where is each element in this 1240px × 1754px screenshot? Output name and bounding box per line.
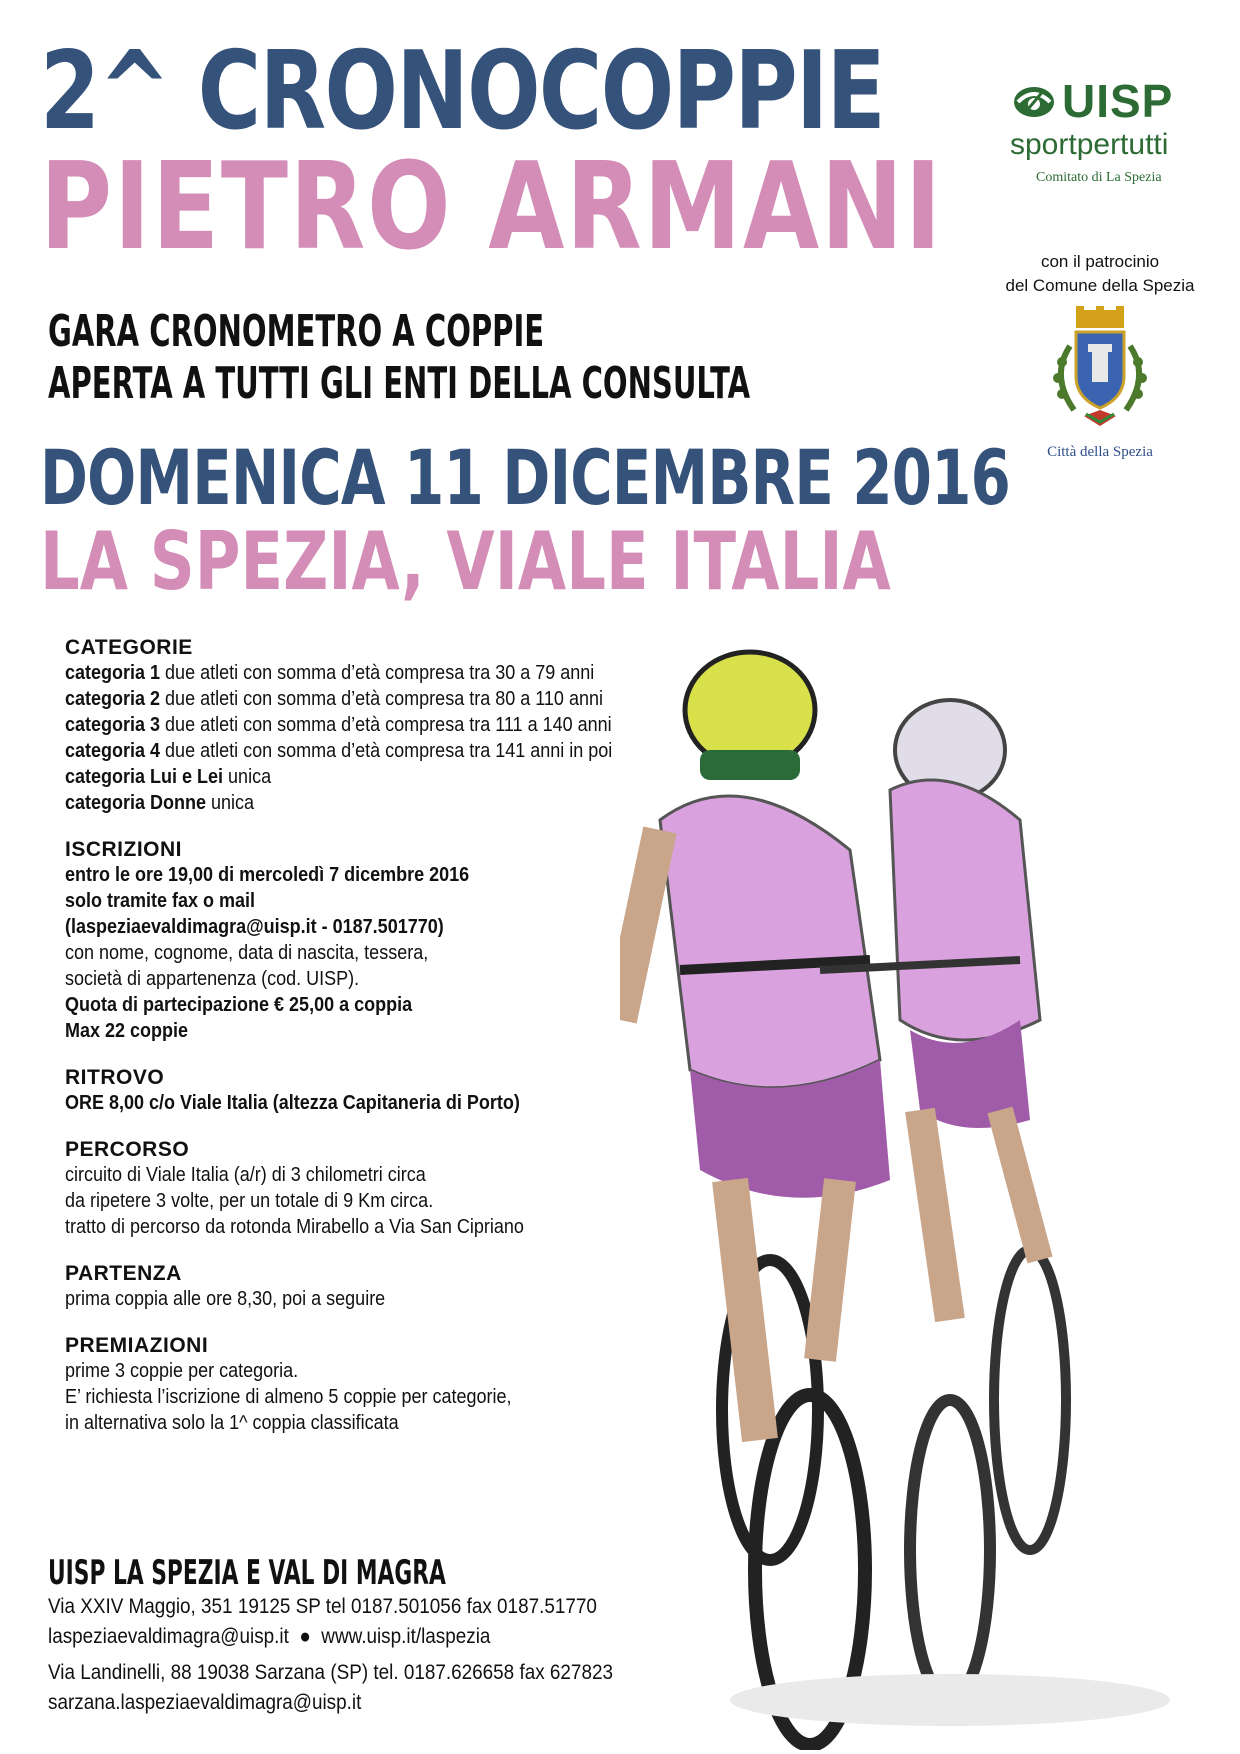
uisp-tagline: sportpertutti [1010, 128, 1169, 161]
section-heading: PERCORSO [65, 1138, 190, 1161]
event-place: LA SPEZIA, VIALE ITALIA [40, 515, 891, 608]
premiazioni-line: E’ richiesta l’iscrizione di almeno 5 coppie per categorie, [65, 1386, 512, 1408]
info-panel [65, 636, 705, 1458]
section-percorso [65, 1138, 705, 1240]
section-heading: PARTENZA [65, 1262, 182, 1285]
percorso-line: tratto di percorso da rotonda Mirabello a Via San Cipriano [65, 1216, 524, 1238]
section-premiazioni [65, 1334, 705, 1436]
patronage-line-1: con il patrocinio [1040, 252, 1160, 271]
patronage-line-2: del Comune della Spezia [1005, 276, 1195, 295]
category-line: categoria Donne unica [65, 792, 255, 814]
partenza-text: prima coppia alle ore 8,30, poi a seguire [65, 1288, 386, 1310]
patronage-text [990, 250, 1210, 298]
premiazioni-line: prime 3 coppie per categoria. [65, 1360, 299, 1382]
title-name: PIETRO ARMANI [40, 138, 944, 277]
iscrizioni-method: solo tramite fax o mail [65, 890, 256, 912]
iscrizioni-deadline: entro le ore 19,00 di mercoledì 7 dicembre 2016 [65, 864, 470, 886]
iscrizioni-fee: Quota di partecipazione € 25,00 a coppia [65, 994, 413, 1016]
title-edition: 2^ CRONOCOPPIE [40, 29, 885, 154]
iscrizioni-contact: (laspeziaevaldimagra@uisp.it - 0187.501770) [65, 916, 444, 938]
section-categorie [65, 636, 705, 816]
category-line: categoria 4 due atleti con somma d’età compresa tra 141 anni in poi [65, 740, 613, 762]
percorso-line: circuito di Viale Italia (a/r) di 3 chilometri circa [65, 1164, 426, 1186]
footer-address: Via XXIV Maggio, 351 19125 SP tel 0187.501056 fax 0187.51770 [48, 1595, 597, 1618]
iscrizioni-details: società di appartenenza (cod. UISP). [65, 968, 360, 990]
uisp-committee: Comitato di La Spezia [1036, 170, 1162, 185]
iscrizioni-max: Max 22 coppie [65, 1020, 189, 1042]
footer-email-link[interactable]: laspeziaevaldimagra@uisp.it [48, 1625, 289, 1648]
subtitle-line-2: APERTA A TUTTI GLI ENTI DELLA CONSULTA [48, 358, 751, 409]
footer-org-name: UISP LA SPEZIA E VAL DI MAGRA [48, 1553, 446, 1593]
section-heading: ISCRIZIONI [65, 838, 183, 861]
event-date: DOMENICA 11 DICEMBRE 2016 [40, 433, 1011, 522]
section-heading: CATEGORIE [65, 636, 193, 659]
city-name: Città della Spezia [1047, 444, 1153, 460]
subtitle-line-1: GARA CRONOMETRO A COPPIE [48, 306, 545, 357]
footer-web-link[interactable]: www.uisp.it/laspezia [321, 1625, 491, 1648]
ritrovo-text: ORE 8,00 c/o Viale Italia (altezza Capitaneria di Porto) [65, 1092, 520, 1114]
category-line: categoria 1 due atleti con somma d’età compresa tra 30 a 79 anni [65, 662, 595, 684]
premiazioni-line: in alternativa solo la 1^ coppia classificata [65, 1412, 399, 1434]
section-iscrizioni [65, 838, 705, 1044]
uisp-logo-icon [1010, 80, 1058, 120]
section-ritrovo [65, 1066, 705, 1116]
section-heading: PREMIAZIONI [65, 1334, 209, 1357]
section-partenza [65, 1262, 705, 1312]
city-crest-icon [1040, 306, 1160, 436]
footer-address-sarzana: Via Landinelli, 88 19038 Sarzana (SP) tel. 0187.626658 fax 627823 [48, 1661, 613, 1684]
category-line: categoria Lui e Lei unica [65, 766, 272, 788]
footer-email-sarzana[interactable]: sarzana.laspeziaevaldimagra@uisp.it [48, 1691, 362, 1714]
footer-email-web [48, 1622, 678, 1652]
footer-contacts [48, 1554, 748, 1718]
iscrizioni-details: con nome, cognome, data di nascita, tessera, [65, 942, 429, 964]
category-line: categoria 2 due atleti con somma d’età compresa tra 80 a 110 anni [65, 688, 603, 710]
bullet-icon: ● [299, 1625, 311, 1648]
uisp-name: UISP [1062, 75, 1174, 127]
percorso-line: da ripetere 3 volte, per un totale di 9 Km circa. [65, 1190, 434, 1212]
category-line: categoria 3 due atleti con somma d’età compresa tra 111 a 140 anni [65, 714, 612, 736]
uisp-logo [1010, 72, 1210, 192]
section-heading: RITROVO [65, 1066, 165, 1089]
